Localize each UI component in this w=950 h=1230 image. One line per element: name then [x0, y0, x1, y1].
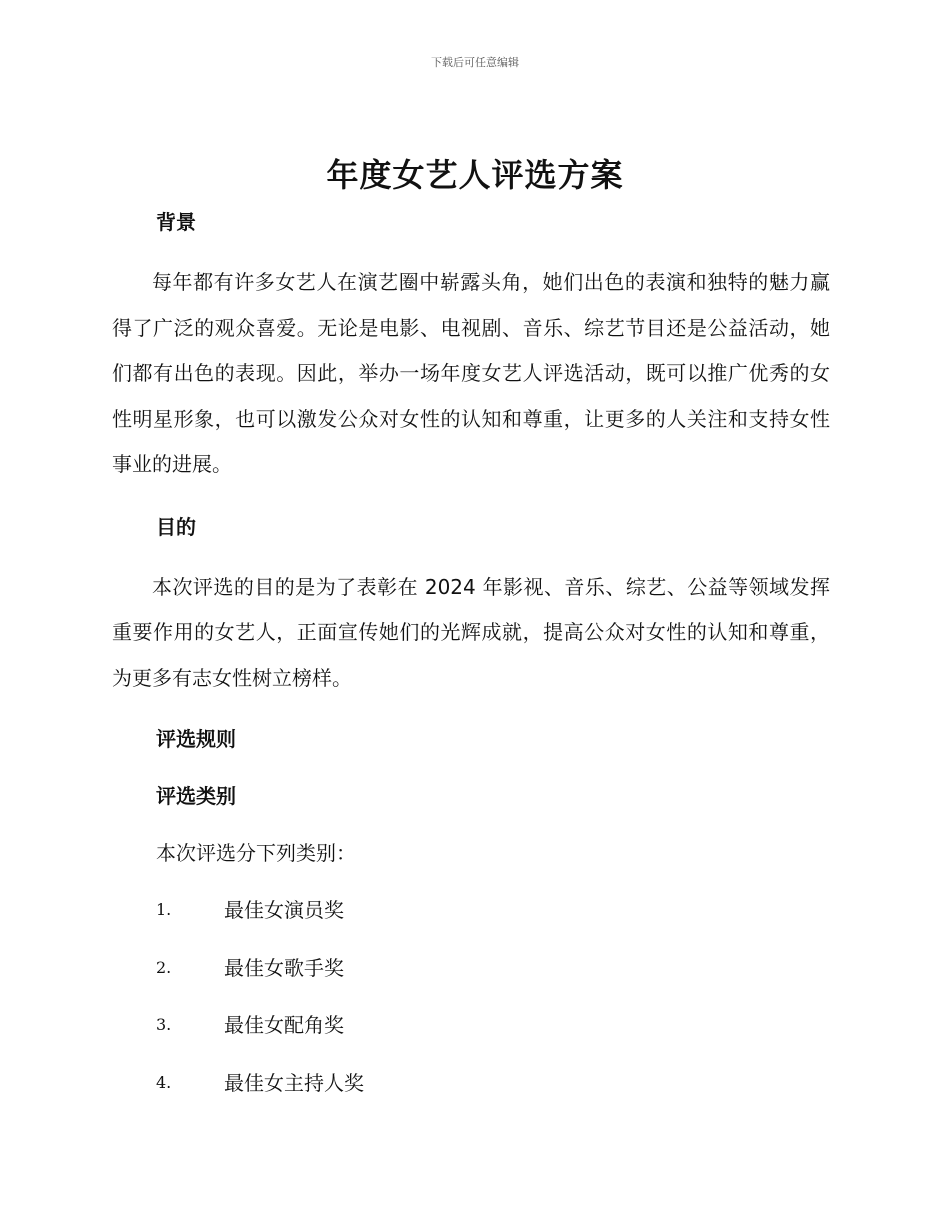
header-note: 下载后可任意编辑: [431, 56, 519, 69]
list-item-number: 2.: [156, 957, 172, 977]
list-item-number: 1.: [156, 900, 172, 919]
categories-intro: 本次评选分下列类别：: [156, 841, 356, 865]
section-heading-background: 背景: [156, 210, 196, 234]
list-item-number: 3.: [156, 1015, 172, 1034]
list-item-label: 最佳女歌手奖: [224, 955, 344, 980]
section-heading-purpose: 目的: [156, 514, 196, 539]
list-item-number: 4.: [156, 1072, 172, 1092]
section-heading-categories: 评选类别: [156, 784, 236, 808]
paragraph-purpose: 本次评选的目的是为了表彰在 2024 年影视、音乐、综艺、公益等领域发挥重要作用的女艺人，正面宣传她们的光辉成就，提高公众对女性的认知和尊重，为更多有志女性树立榜样。: [112, 574, 830, 690]
list-item-label: 最佳女配角奖: [224, 1013, 344, 1037]
list-item-label: 最佳女演员奖: [224, 898, 344, 922]
list-item: [112, 1065, 830, 1123]
paragraph-background: 每年都有许多女艺人在演艺圈中崭露头角，她们出色的表演和独特的魅力赢得了广泛的观众喜爱。无论是电影、电视剧、音乐、综艺节目还是公益活动，她们都有出色的表现。因此，举办一场年度女艺人评选活动，既可以推广优秀的女性明星形象，也可以激发公众对女性的认知和尊重，让更多的人关注和支持女性事业的进展。: [112, 270, 830, 476]
document-title: 年度女艺人评选方案: [326, 156, 624, 194]
category-list: [112, 892, 830, 1122]
section-heading-rules: 评选规则: [156, 727, 236, 751]
list-item: [112, 892, 830, 950]
document-body: [112, 204, 830, 1122]
list-item-label: 最佳女主持人奖: [224, 1070, 364, 1095]
list-item: [112, 950, 830, 1008]
list-item: [112, 1007, 830, 1065]
